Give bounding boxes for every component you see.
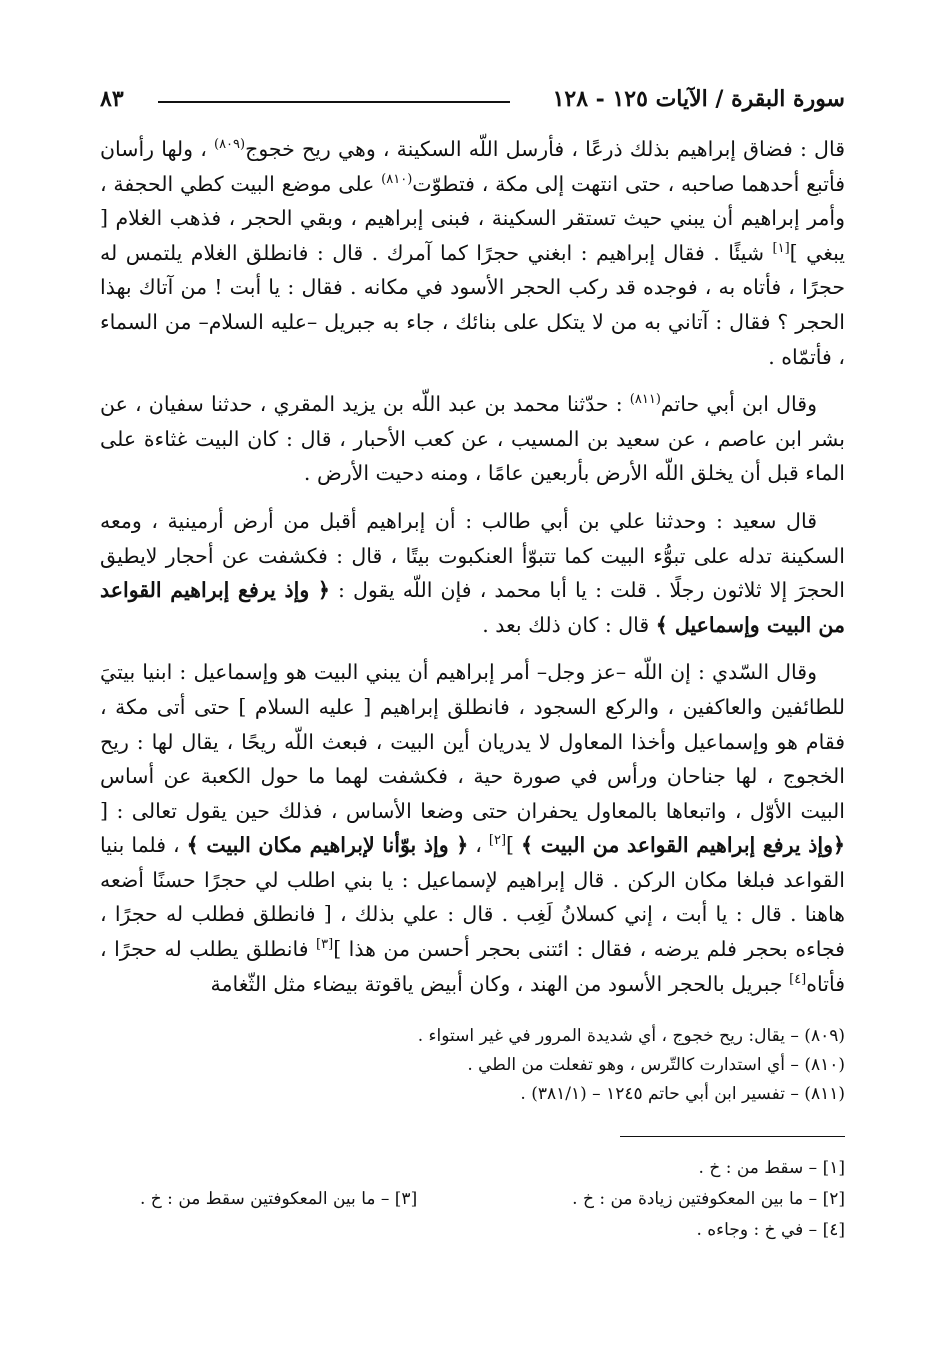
- apparatus-row: [100, 1184, 845, 1215]
- page-number: ٨٣: [100, 86, 124, 112]
- text-run: شيئًا . فقال إبراهيم : ابغني حجرًا كما آمرك . قال : فانطلق الغلام يلتمس له حجرًا ، فأتاه به ، فوجده قد ركب الحجر الأسود في مكانه . فقال : يا أبت ! من آتاك بهذا الحجر ؟ فقال : آتاني به من لا يتكل على بنائك ، جاء به جبريل –عليه السلام– من السماء ، فأتمّاه .: [100, 240, 845, 369]
- critical-apparatus: [100, 1153, 845, 1246]
- footnote-reference: [١]: [772, 240, 790, 256]
- body-text: [100, 132, 845, 1014]
- footnote-reference: [٣]: [316, 937, 334, 953]
- body-paragraph: [100, 387, 845, 491]
- page-header: [100, 86, 845, 120]
- header-rule: [158, 101, 510, 103]
- body-paragraph: [100, 655, 845, 1001]
- text-run: ، ولها رأسان فأتبع أحدهما صاحبه ، حتى انتهت إلى مكة ، فتطوّت: [100, 137, 845, 196]
- footnote-811: (٨١١) – تفسير ابن أبي حاتم ١٢٤٥ – (٣٨١/١) .: [520, 1084, 845, 1104]
- quran-verse: ﴿ وإذ يرفع إبراهيم القواعد من البيت وإسماعيل ﴾: [100, 578, 845, 637]
- text-run: : حدّثنا محمد بن عبد اللّه بن يزيد المقري ، حدثنا سفيان ، عن بشر ابن عاصم ، عن سعيد بن المسيب ، عن كعب الأحبار ، قال : كان البيت غثاءة على الماء قبل أن يخلق اللّه الأرض بأربعين عامًا ، ومنه دحيت الأرض .: [100, 392, 845, 486]
- apparatus-row: [100, 1153, 845, 1184]
- footnote-reference: (٨١٠): [381, 171, 413, 187]
- quran-verse: ﴿ وإذ بوّأنا لإبراهيم مكان البيت ﴾: [186, 833, 469, 858]
- running-title: سورة البقرة / الآيات ١٢٥ - ١٢٨: [552, 86, 845, 112]
- footnote-809: (٨٠٩) – يقال: ريح خجوج ، أي شديدة المرور في غير استواء .: [417, 1026, 845, 1046]
- body-paragraph: [100, 132, 845, 374]
- footnote-reference: [٢]: [488, 833, 507, 849]
- footnote-810: (٨١٠) – أي استدارت كالتّرس ، وهو تفعلت من الطي .: [467, 1055, 845, 1075]
- text-run: وقال السّدي : إن اللّه –عز وجل– أمر إبراهيم أن يبني البيت هو وإسماعيل : ابنيا بيتيَ للطائفين والعاكفين ، والركع السجود ، فانطلق إبراهيم [ عليه السلام ] حتى أتى مكة ، فقام هو وإسماعيل وأخذا المعاول لا يدريان أين البيت ، فبعث اللّه ريحًا ، يقال لها : ريح الخجوج ، لها جناحان ورأس في صورة حية ، فكشفت لهما ما حول الكعبة عن أساس البيت الأوّل ، واتبعاها بالمعاول يحفران حتى وضعا الأساس ، فذلك حين يقول تعالى : [: [100, 660, 845, 823]
- text-run: ، فلما بنيا القواعد فبلغا مكان الركن . قال إبراهيم لإسماعيل : يا بني اطلب لي حجرًا حسنًا أضعه هاهنا . قال : يا أبت ، إني كسلانُ لَغِب . قال : علي بذلك ، [ فانطلق فطلب له حجرًا ، فجاءه بحجر فلم يرضه ، فقال : ائتنى بحجر أحسن من هذا ]: [100, 833, 845, 962]
- text-run: فانطلق يطلب له حجرًا ، فأتاه: [100, 937, 845, 996]
- text-run: قال : فضاق إبراهيم بذلك ذرعًا ، فأرسل اللّه السكينة ، وهي ريح خجوج: [245, 137, 845, 161]
- text-run: قال : كان ذلك بعد .: [482, 612, 656, 637]
- body-paragraph: [100, 504, 845, 642]
- apparatus-row: [100, 1215, 845, 1246]
- text-run: قال سعيد : وحدثنا علي بن أبي طالب : أن إبراهيم أقبل من أرض أرمينية ، ومعه السكينة تدله على تبوُّء البيت كما تتبوّأ العنكبوت بيتًا ، قال : فكشفت عن أحجار لايطيق الحجرَ إلا ثلاثون رجلًا . قلت : يا أبا محمد ، فإن اللّه يقول :: [100, 508, 845, 603]
- apparatus-note-1: [١] – سقط من : خ .: [698, 1158, 845, 1178]
- text-run: على موضع البيت كطي الحجفة ، وأمر إبراهيم أن يبني حيث تستقر السكينة ، فبنى إبراهيم ، وبقي الحجر ، فذهب الغلام [ يبغي ]: [100, 171, 845, 265]
- footnote-reference: (٨٠٩): [213, 137, 246, 153]
- footnotes: [100, 1022, 845, 1109]
- footnote-reference: (٨١١): [629, 392, 661, 408]
- apparatus-note-3: [٣] – ما بين المعكوفتين سقط من : خ .: [140, 1189, 418, 1209]
- text-run: جبريل بالحجر الأسود من الهند ، وكان أبيض ياقوتة بيضاء مثل الثّغامة: [210, 971, 790, 996]
- apparatus-note-2: [٢] – ما بين المعكوفتين زيادة من : خ .: [572, 1189, 845, 1209]
- text-run: ]: [506, 833, 522, 858]
- text-run: ،: [468, 833, 489, 858]
- footnote-reference: [٤]: [789, 971, 807, 987]
- apparatus-note-4: [٤] – في خ : وجاءه .: [696, 1220, 845, 1240]
- footnote-separator: [620, 1136, 845, 1137]
- quran-verse: ﴿وإذ يرفع إبراهيم القواعد من البيت ﴾: [521, 833, 845, 858]
- text-run: وقال ابن أبي حاتم: [660, 392, 817, 417]
